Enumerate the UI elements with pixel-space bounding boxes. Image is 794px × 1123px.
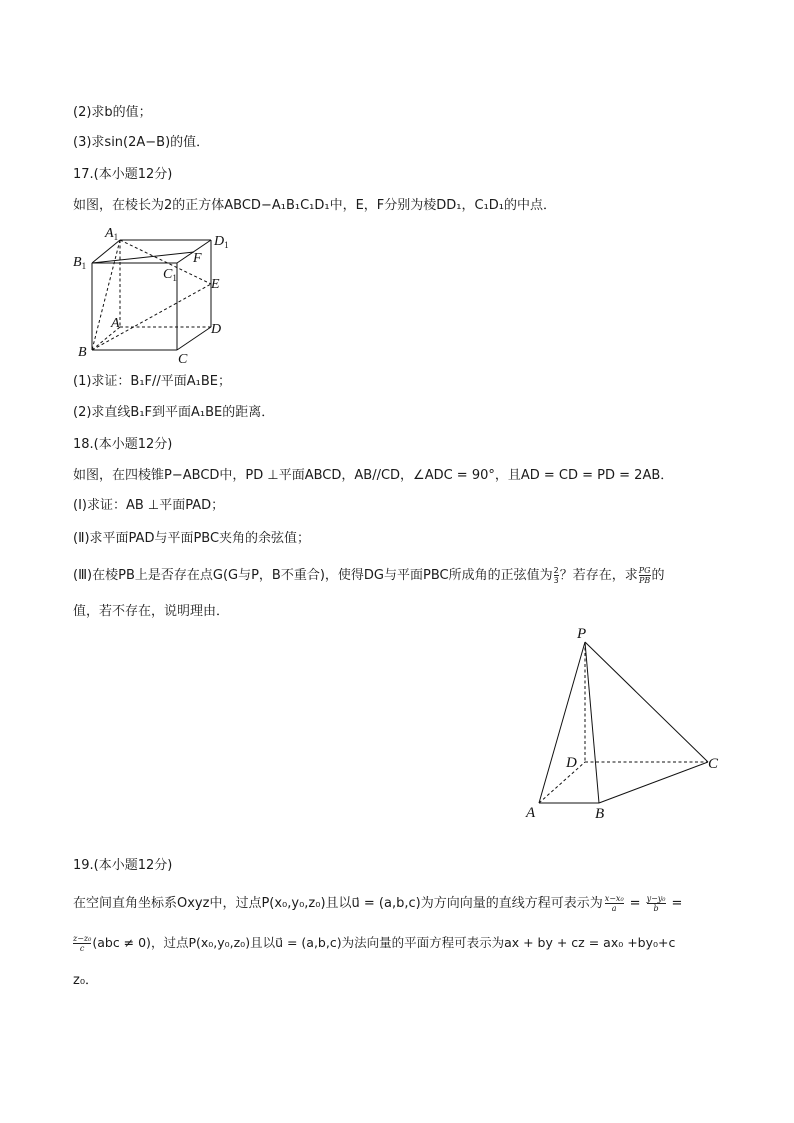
label-C: C — [708, 756, 719, 772]
q16-part2: (2)求b的值； — [73, 105, 152, 120]
q19-line1: 在空间直角坐标系Oxyz中，过点P(x₀,y₀,z₀)且以u⃗ = (a,b,c)为方向向量的直线方程可表示为 $\frac{\text{x−x₀}}{a}$ = $\frac{\text{y−y₀}}{b}$ = — [73, 894, 683, 913]
q19-line3: z₀． — [73, 973, 99, 988]
q18-header: 18.(本小题12分) — [73, 437, 173, 452]
q18-part3: (Ⅲ)在棱PB上是否存在点G(G与P，B不重合)，使得DG与平面PBC所成角的正弦值为 $\frac{2}{3}$ ？若存在，求 $\frac{PG}{PB}$ 的 — [73, 566, 665, 585]
fraction-two-thirds: $\frac{2}{3}$ — [553, 566, 559, 585]
q17-stem: 如图，在棱长为2的正方体ABCD−A₁B₁C₁D₁中，E，F分别为棱DD₁，C₁D₁的中点． — [73, 198, 557, 213]
label-C1: $C_1$ — [163, 267, 177, 283]
q19-header: 19.(本小题12分) — [73, 858, 173, 873]
q17-part2: (2)求直线B₁F到平面A₁BE的距离． — [73, 405, 275, 420]
label-D1: $D_1$ — [214, 234, 229, 250]
label-A: A — [111, 316, 120, 331]
label-D: D — [211, 322, 222, 337]
q16-part3: (3)求sin(2A−B)的值． — [73, 135, 210, 150]
q18-part1: (Ⅰ)求证：AB ⊥平面PAD； — [73, 498, 225, 513]
fraction-pg-pb: $\frac{PG}{PB}$ — [638, 566, 651, 585]
q19-line2: $\frac{\text{z−z₀}}{c}$ (abc ≠ 0)，过点P(x₀,y₀,z₀)且以u⃗ = (a,b,c)为法向量的平面方程可表示为ax + by + cz = ax₀ +by₀+c — [73, 934, 676, 953]
fraction-y: $\frac{\text{y−y₀}}{b}$ — [646, 894, 666, 913]
q17-part1: (1)求证：B₁F//平面A₁BE； — [73, 374, 232, 389]
q18-part2: (Ⅱ)求平面PAD与平面PBC夹角的余弦值； — [73, 531, 311, 546]
fraction-x: $\frac{\text{x−x₀}}{a}$ — [604, 894, 624, 913]
label-B: B — [78, 345, 87, 360]
q18-stem: 如图，在四棱锥P−ABCD中，PD ⊥平面ABCD，AB//CD，∠ADC = 90°，且AD = CD = PD = 2AB． — [73, 468, 674, 483]
label-D: D — [566, 755, 577, 771]
label-B1: $B_1$ — [73, 255, 87, 271]
label-A1: $A_1$ — [105, 226, 119, 242]
q18-part3-line2: 值，若不存在，说明理由． — [73, 604, 230, 619]
q17-header: 17.(本小题12分) — [73, 167, 173, 182]
fraction-z: $\frac{\text{z−z₀}}{c}$ — [73, 934, 92, 953]
label-P: P — [577, 626, 587, 642]
label-F: F — [193, 251, 202, 266]
label-A: A — [526, 805, 536, 821]
label-C: C — [178, 352, 188, 367]
q17-cube-figure — [66, 222, 236, 367]
q18-pyramid-figure — [520, 622, 730, 827]
label-E: E — [211, 277, 220, 292]
label-B: B — [595, 806, 605, 822]
